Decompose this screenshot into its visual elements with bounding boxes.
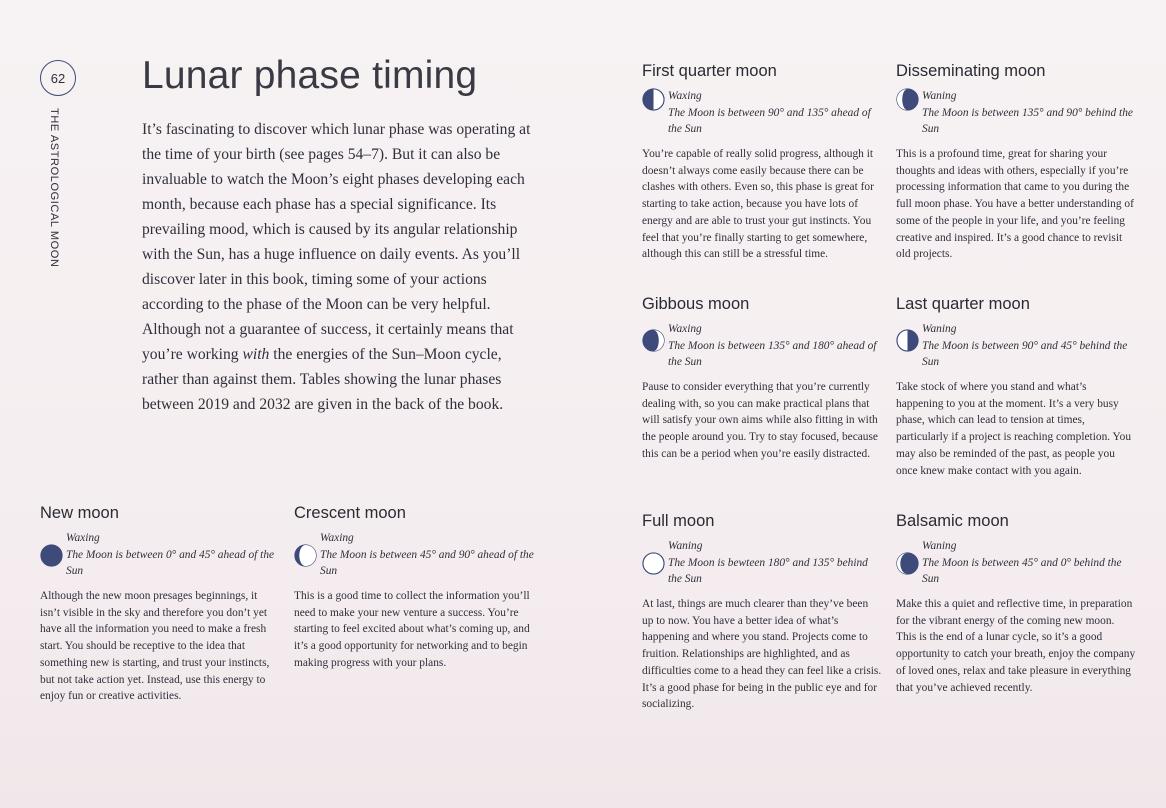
phase-info [294,530,536,580]
phase-info [40,530,280,580]
phase-relation: The Moon is between 135° and 90° behind the Sun [922,106,1133,135]
phase-heading: Gibbous moon [642,295,750,313]
phase-relation: The Moon is between 135° and 180° ahead of the Sun [668,339,877,368]
phase-heading: Balsamic moon [896,512,1009,530]
phase-heading: Crescent moon [294,504,406,522]
phase-description: At last, things are much clearer than they’ve been up to now. You have a better idea of what’s happening and where you stand. Projects come to fruition. Relationships are highlighted, and as difficulties come to a head they can feel like a crisis. It’s a good phase for being in the public eye and for socializing. [642,598,882,711]
phase-description: This is a good time to collect the information you’ll need to make your new venture a success. You’re starting to feel excited about what’s coming up, and it’s a good opportunity for networking and to begin making progress with your plans. [294,590,530,669]
phase-info [896,88,1134,138]
phase-new-moon [40,503,280,705]
phase-info [896,321,1136,371]
phase-kind: Waning [922,90,957,102]
phase-relation: The Moon is bewteen 180° and 135° behind the Sun [668,556,868,585]
phase-kind: Waxing [66,532,100,544]
phase-heading: Full moon [642,512,715,530]
phase-disseminating-moon [896,61,1134,263]
phase-relation: The Moon is between 45° and 0° behind the Sun [922,556,1122,585]
new-moon-icon [40,544,63,567]
intro-paragraph [142,117,532,417]
disseminating-moon-icon [896,88,919,111]
phase-info [642,538,882,588]
phase-description: You’re capable of really solid progress, although it doesn’t always come easily because there can be clashes with others. Even so, this phase is great for starting to take action, because you have lots of energy and are able to trust your gut instincts. You feel that you’re finally starting to get somewhere, although this can still be a stressful time. [642,148,874,261]
intro-text-part2: the energies of the Sun–Moon cycle, rather than against them. Tables showing the lunar phases between 2019 and 2032 are given in the back of the book. [142,346,504,413]
phase-description: Make this a quiet and reflective time, in preparation for the vibrant energy of the coming new moon. This is the end of a lunar cycle, so it’s a good opportunity to catch your breath, enjoy the company of loved ones, relax and take pleasure in everything that you’ve achieved recently. [896,598,1136,694]
phase-relation: The Moon is between 0° and 45° ahead of the Sun [66,548,275,577]
balsamic-moon-icon [896,552,919,575]
phase-crescent-moon [294,503,536,672]
phase-relation: The Moon is between 90° and 45° behind the Sun [922,339,1128,368]
phase-kind: Waning [922,323,957,335]
phase-heading: Last quarter moon [896,295,1030,313]
phase-balsamic-moon [896,511,1136,696]
full-moon-icon [642,552,665,575]
phase-info [642,88,882,138]
first-quarter-moon-icon [642,88,665,111]
phase-heading: Disseminating moon [896,62,1046,80]
phase-gibbous-moon [642,294,882,463]
phase-heading: First quarter moon [642,62,777,80]
phase-description: Although the new moon presages beginnings, it isn’t visible in the sky and therefore you don’t yet have all the information you need to make a fresh start. You should be receptive to the idea that something new is starting, and trust your instincts, but not take action yet. Instead, use this energy to enjoy fun or creative activities. [40,590,270,703]
phase-full-moon [642,511,882,713]
phase-description: Take stock of where you stand and what’s happening to you at the moment. It’s a very busy phase, which can lead to tension at times, particularly if a project is reaching completion. You may also be reminded of the past, as people you once knew make contact with you again. [896,381,1132,477]
phase-relation: The Moon is between 90° and 135° ahead of the Sun [668,106,871,135]
phase-info [896,538,1136,588]
running-head: THE ASTROLOGICAL MOON [48,108,60,268]
phase-heading: New moon [40,504,119,522]
phase-kind: Waning [668,540,703,552]
intro-text-part1: It’s fascinating to discover which lunar phase was operating at the time of your birth (see pages 54–7). But it can also be invaluable to watch the Moon’s eight phases developing each month, because each phase has a special significance. Its prevailing mood, which is caused by its angular relationship with the Sun, has a huge influence on daily events. As you’ll discover later in this book, timing some of your actions according to the phase of the Moon can be very helpful. Although not a guarantee of success, it certainly means that you’re working [142,121,531,363]
gibbous-moon-icon [642,329,665,352]
phase-kind: Waning [922,540,957,552]
page-title: Lunar phase timing [142,54,478,97]
phase-description: Pause to consider everything that you’re currently dealing with, so you can make practical plans that will satisfy your own aims while also fitting in with the people around you. Try to stay focused, because this can be a period when you’re easily distracted. [642,381,878,460]
phase-first-quarter-moon [642,61,882,263]
phase-description: This is a profound time, great for sharing your thoughts and ideas with others, especially if you’re processing information that came to you during the full moon phase. You have a better understanding of some of the people in your life, and you’re feeling creative and inspired. It’s a good chance to revisit old projects. [896,148,1134,261]
page-number: 62 [40,60,76,96]
last-quarter-moon-icon [896,329,919,352]
intro-emphasis: with [242,346,270,363]
phase-kind: Waxing [668,323,702,335]
phase-last-quarter-moon [896,294,1136,479]
phase-kind: Waxing [320,532,354,544]
crescent-moon-icon [294,544,317,567]
phase-kind: Waxing [668,90,702,102]
phase-info [642,321,882,371]
phase-relation: The Moon is between 45° and 90° ahead of the Sun [320,548,534,577]
